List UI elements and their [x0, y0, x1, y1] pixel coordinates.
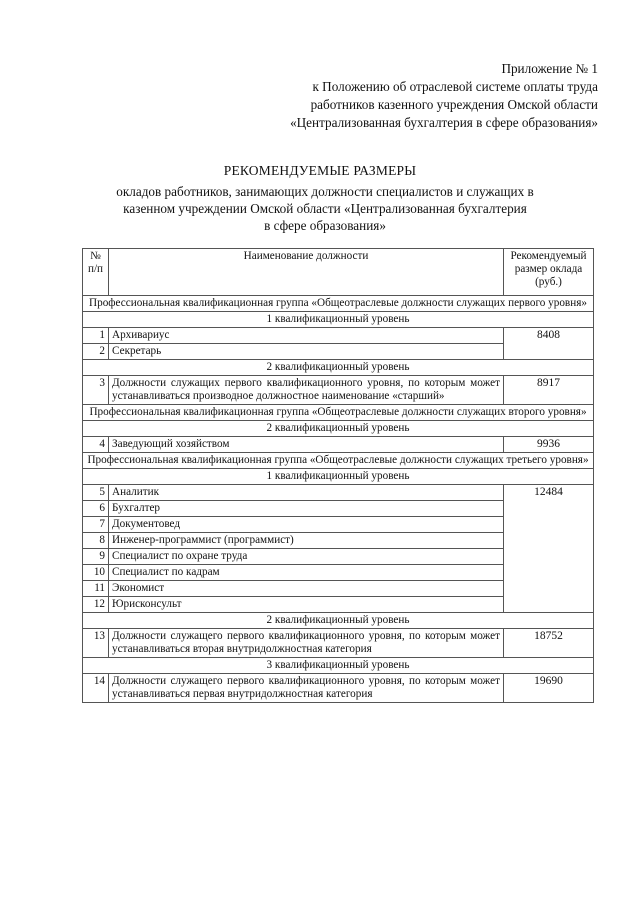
group-row	[83, 453, 594, 469]
row-num: 10	[83, 565, 109, 581]
level-row	[83, 613, 594, 629]
header-salary	[504, 249, 594, 296]
row-num: 5	[83, 485, 109, 501]
table-row	[83, 328, 594, 344]
row-name: Должности служащего первого квалификационного уровня, по которым может устанавливаться первая внутридолжностная категория	[109, 674, 504, 703]
row-num: 4	[83, 437, 109, 453]
level-row	[83, 658, 594, 674]
row-name: Экономист	[109, 581, 504, 597]
row-name: Бухгалтер	[109, 501, 504, 517]
appendix-number: Приложение № 1	[501, 61, 598, 76]
row-num: 12	[83, 597, 109, 613]
header-num-line: №	[90, 250, 101, 262]
level-title: 2 квалификационный уровень	[83, 360, 594, 376]
table-header-row	[83, 249, 594, 296]
header-salary-line: Рекомендуемый	[510, 250, 587, 262]
row-num: 6	[83, 501, 109, 517]
appendix-line: «Централизованная бухгалтерия в сфере образования»	[290, 115, 598, 130]
row-num: 2	[83, 344, 109, 360]
group-title: Профессиональная квалификационная группа «Общеотраслевые должности служащих первого уровня»	[83, 296, 594, 312]
row-name: Аналитик	[109, 485, 504, 501]
table-row	[83, 629, 594, 658]
row-name: Заведующий хозяйством	[109, 437, 504, 453]
document-subtitle	[80, 183, 570, 234]
row-name: Должности служащих первого квалификационного уровня, по которым может устанавливаться производное должностное наименование «старший»	[109, 376, 504, 405]
row-num: 9	[83, 549, 109, 565]
row-name: Юрисконсульт	[109, 597, 504, 613]
level-row	[83, 421, 594, 437]
row-num: 11	[83, 581, 109, 597]
level-row	[83, 312, 594, 328]
header-salary-line: (руб.)	[535, 276, 562, 288]
row-name: Секретарь	[109, 344, 504, 360]
subtitle-line: казенном учреждении Омской области «Централизованная бухгалтерия	[123, 201, 527, 216]
level-row	[83, 469, 594, 485]
row-name: Инженер-программист (программист)	[109, 533, 504, 549]
row-num: 7	[83, 517, 109, 533]
row-salary: 18752	[504, 629, 594, 658]
salary-table	[82, 248, 594, 703]
group-row	[83, 405, 594, 421]
row-name: Должности служащего первого квалификационного уровня, по которым может устанавливаться вторая внутридолжностная категория	[109, 629, 504, 658]
row-salary: 8917	[504, 376, 594, 405]
row-num: 3	[83, 376, 109, 405]
table-row	[83, 485, 594, 501]
document-title: РЕКОМЕНДУЕМЫЕ РАЗМЕРЫ	[223, 163, 417, 178]
table-row	[83, 437, 594, 453]
group-row	[83, 296, 594, 312]
row-salary: 19690	[504, 674, 594, 703]
row-salary: 12484	[504, 485, 594, 613]
level-title: 1 квалификационный уровень	[83, 312, 594, 328]
row-name: Специалист по охране труда	[109, 549, 504, 565]
row-salary: 8408	[504, 328, 594, 360]
row-name: Документовед	[109, 517, 504, 533]
header-salary-line: размер оклада	[514, 263, 583, 275]
level-row	[83, 360, 594, 376]
header-name: Наименование должности	[109, 249, 504, 296]
row-num: 1	[83, 328, 109, 344]
level-title: 1 квалификационный уровень	[83, 469, 594, 485]
appendix-block	[198, 60, 598, 132]
group-title: Профессиональная квалификационная группа «Общеотраслевые должности служащих второго уровня»	[83, 405, 594, 421]
table-row	[83, 376, 594, 405]
level-title: 2 квалификационный уровень	[83, 421, 594, 437]
table-row	[83, 674, 594, 703]
group-title: Профессиональная квалификационная группа «Общеотраслевые должности служащих третьего уровня»	[83, 453, 594, 469]
appendix-line: работников казенного учреждения Омской области	[310, 97, 598, 112]
subtitle-line: в сфере образования»	[264, 218, 386, 233]
row-num: 13	[83, 629, 109, 658]
row-name: Специалист по кадрам	[109, 565, 504, 581]
header-num	[83, 249, 109, 296]
row-salary: 9936	[504, 437, 594, 453]
row-name: Архивариус	[109, 328, 504, 344]
row-num: 8	[83, 533, 109, 549]
row-num: 14	[83, 674, 109, 703]
level-title: 3 квалификационный уровень	[83, 658, 594, 674]
appendix-line: к Положению об отраслевой системе оплаты труда	[312, 79, 598, 94]
subtitle-line: окладов работников, занимающих должности специалистов и служащих в	[116, 184, 534, 199]
header-num-line: п/п	[87, 263, 104, 275]
level-title: 2 квалификационный уровень	[83, 613, 594, 629]
